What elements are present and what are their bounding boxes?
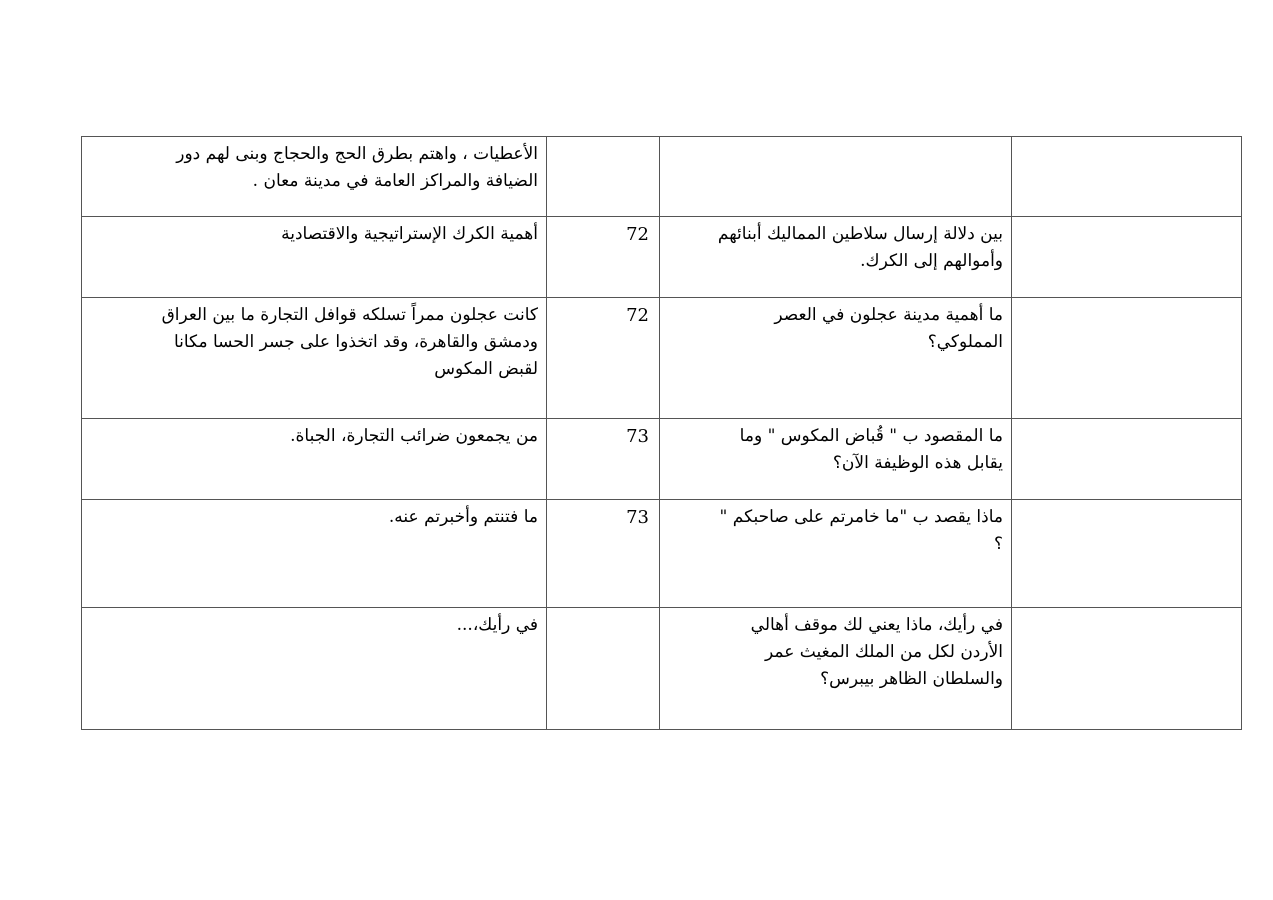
- question-cell: ما المقصود ب " قُباض المكوس " وما يقابل هذه الوظيفة الآن؟: [660, 419, 1012, 500]
- table-row: [82, 500, 1242, 608]
- table-row: [82, 217, 1242, 298]
- page-number-cell: 72: [547, 217, 660, 298]
- table-row: [82, 298, 1242, 419]
- answer-cell: في رأيك،...: [82, 608, 547, 730]
- question-cell: [660, 137, 1012, 217]
- answer-cell: أهمية الكرك الإستراتيجية والاقتصادية: [82, 217, 547, 298]
- answer-cell: من يجمعون ضرائب التجارة، الجباة.: [82, 419, 547, 500]
- answer-cell: ما فتنتم وأخبرتم عنه.: [82, 500, 547, 608]
- page-number-cell: 73: [547, 419, 660, 500]
- page-number-cell: 73: [547, 500, 660, 608]
- table-row: [82, 608, 1242, 730]
- table-row: [82, 419, 1242, 500]
- question-cell: ما أهمية مدينة عجلون في العصر المملوكي؟: [660, 298, 1012, 419]
- page-number-cell: 72: [547, 298, 660, 419]
- table-row: [82, 137, 1242, 217]
- page-number-cell: [547, 608, 660, 730]
- question-cell: بين دلالة إرسال سلاطين المماليك أبنائهم وأموالهم إلى الكرك.: [660, 217, 1012, 298]
- page-number-cell: [547, 137, 660, 217]
- empty-cell: [1012, 137, 1242, 217]
- question-cell: في رأيك، ماذا يعني لك موقف أهالي الأردن لكل من الملك المغيث عمر والسلطان الظاهر بيبرس؟: [660, 608, 1012, 730]
- empty-cell: [1012, 419, 1242, 500]
- empty-cell: [1012, 608, 1242, 730]
- empty-cell: [1012, 500, 1242, 608]
- empty-cell: [1012, 217, 1242, 298]
- answer-cell: الأعطيات ، واهتم بطرق الحج والحجاج وبنى لهم دور الضيافة والمراكز العامة في مدينة معان .: [82, 137, 547, 217]
- questions-table: [81, 136, 1242, 730]
- empty-cell: [1012, 298, 1242, 419]
- question-cell: ماذا يقصد ب "ما خامرتم على صاحبكم " ؟: [660, 500, 1012, 608]
- answer-cell: كانت عجلون ممراً تسلكه قوافل التجارة ما بين العراق ودمشق والقاهرة، وقد اتخذوا على جسر الحسا مكانا لقبض المكوس: [82, 298, 547, 419]
